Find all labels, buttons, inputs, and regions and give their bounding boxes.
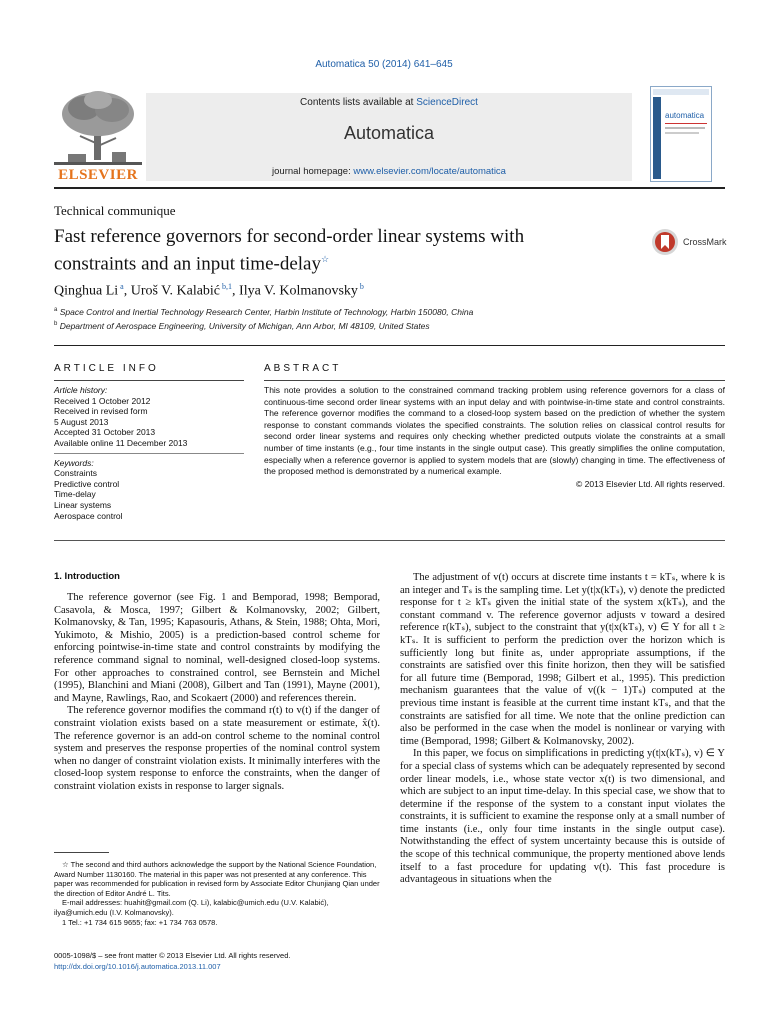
publisher-name: ELSEVIER: [58, 167, 138, 183]
title-line-2: constraints and an input time-delay☆: [54, 253, 330, 275]
article-info: [54, 363, 244, 521]
author-name: Uroš V. Kalabić: [130, 283, 221, 299]
keywords-label: Keywords:: [54, 457, 94, 468]
article-title: [54, 226, 624, 275]
abstract-heading: ABSTRACT: [264, 363, 342, 374]
abstract-text: This note provides a solution to the constrained command tracking problem using reference governors for a class of continuous-time second order linear systems with an input delay and with pointwise-in-time state and control constraints. The reference governor modifies the command to a closed-loop system based on the prediction of whether the system response to constant commands violates the specified constraints. The solution relies on classical control results for second order linear systems and requires only checking whether predicted outputs violate the constraints at a small number of time instants (e.g., four time instants in the single output case). This greatly simplifies the online computation, especially when a reference governor is applied to system models that are (slowly) changing in time. The effectiveness of the proposed method is demonstrated by a numerical example.: [264, 385, 725, 477]
info-rule: [54, 380, 244, 381]
affiliation: $^b$ Department of Aerospace Engineering, University of Michigan, Ann Arbor, MI 48109, United States: [54, 321, 430, 331]
crossmark-icon: [651, 228, 679, 256]
footnotes: [54, 860, 380, 927]
keywords: [54, 458, 244, 522]
author-affil-mark[interactable]: b,1: [222, 282, 233, 291]
crossmark-badge[interactable]: [651, 228, 731, 256]
history-item: Received 1 October 2012: [54, 395, 151, 406]
footnote-rule: [54, 852, 109, 853]
article-info-heading: ARTICLE INFO: [54, 363, 159, 374]
abstract: [264, 363, 725, 489]
body-paragraph: In this paper, we focus on simplifications in predicting y(t|x(kTₛ), v) ∈ Y for a special class of systems which can be adequately represented by second order linear models, i.e., whose state vector x(t) is two dimensional, and which are subject to an input time-delay. In this special case, we show that to determine if the response of the system to a constant input violates the constraints, it is sufficient to examine the response only at a small number of time instants (i.e., only four time instants in the single output case). Notwithstanding the effect of system uncertainty because this is outside of the scope of this technical communique, the property mentioned above lends itself to a fast procedure for updating v(t). This fast procedure is advantageous in situations when the: [400, 748, 725, 886]
crossmark-label: CrossMark: [683, 237, 727, 247]
bottom-reference: [54, 951, 291, 972]
homepage-link[interactable]: www.elsevier.com/locate/automatica: [353, 166, 506, 177]
history-item: 5 August 2013: [54, 416, 109, 427]
journal-title: Automatica: [343, 123, 435, 143]
history-item: Accepted 31 October 2013: [54, 427, 156, 438]
cover-title: automatica: [665, 111, 705, 120]
title-footnote-mark[interactable]: ☆: [320, 254, 330, 264]
author-name: Qinghua Li: [54, 283, 119, 299]
keyword: Predictive control: [54, 478, 120, 489]
body-paragraph: The adjustment of v(t) occurs at discrete time instants t = kTₛ, where k is an integer and Tₛ is the sampling time. Let y(t|x(kTₛ), v) denote the predicted response for t ≥ kTₛ given the initial state of the system x(kTₛ), and the constant command v. The reference governor adjusts v toward a desired reference r(kTₛ), subject to the constraint that y(t|x(kTₛ), v) ∈ Y for all t ≥ kTₛ. It is sufficient to perform the prediction over the horizon which is sufficiently long but finite as, under appropriate assumptions, if the constraints are satisfied over this finite horizon, then they will be satisfied for all future time (Bemporad, 1998; Gilbert et al., 1995). This prediction mechanism guarantees that the value of v((k − 1)Tₛ) computed at the previous time instant is feasible at the current time instant kTₛ, and that the constraints are satisfied for all time. We note that the online prediction can also be performed in the case when the model is nonlinear or varying with time (Bemporad, 1998; Gilbert & Kolmanovsky, 2002).: [400, 572, 725, 747]
body-paragraph: The reference governor (see Fig. 1 and Bemporad, 1998; Bemporad, Casavola, & Mosca, 1997; Gilbert & Kolmanovsky, 2002; Gilbert, Kolmanovsky, & Tan, 1995; Kapasouris, Athans, & Stein, 1988; Ohta, Mori, Yukimoto, & Mishio, 2005) is a prediction-based control scheme for enforcing pointwise-in-time state and control constraints by modifying the reference command signal to nominal, well-designed closed-loop systems. For other approaches to constrained control, see Bernstein and Michel (1995), Blanchini and Miani (2008), Gilbert and Tan (1991), Mayne (2001), and Mayne, Rawlings, Rao, and Scokaert (2000) and references therein.: [54, 592, 380, 704]
body-column-right: [400, 572, 725, 887]
elsevier-logo: [54, 88, 142, 184]
journal-banner: [146, 93, 632, 181]
info-separator: [54, 453, 244, 454]
author-affil-mark[interactable]: a: [120, 282, 124, 291]
section-rule: [54, 345, 725, 346]
copyright: © 2013 Elsevier Ltd. All rights reserved.: [576, 478, 725, 489]
keyword: Constraints: [54, 468, 97, 479]
sciencedirect-link[interactable]: ScienceDirect: [416, 97, 478, 108]
journal-reference[interactable]: Automatica 50 (2014) 641–645: [315, 59, 453, 70]
contents-prefix: Contents lists available at: [300, 97, 414, 108]
issn-line: 0005-1098/$ – see front matter © 2013 Elsevier Ltd. All rights reserved.: [54, 951, 291, 960]
section-heading: 1. Introduction: [54, 571, 120, 582]
doi-link[interactable]: http://dx.doi.org/10.1016/j.automatica.2013.11.007: [54, 961, 221, 971]
footnote-star: ☆ The second and third authors acknowledge the support by the National Science Foundation, Award Number 1130160. The material in this paper was not presented at any conference. This paper was recommended for publication in revised form by Associate Editor Chunjiang Qian under the direction of Editor André L. Tits.: [54, 860, 380, 898]
article-history: [54, 385, 244, 449]
author-name: Ilya V. Kolmanovsky: [239, 283, 358, 299]
header-rule: [54, 187, 725, 189]
journal-cover: [650, 86, 712, 182]
contents-line: [146, 97, 632, 108]
body-rule: [54, 540, 725, 541]
abstract-rule: [264, 380, 725, 381]
homepage-prefix: journal homepage:: [272, 166, 351, 177]
keyword: Linear systems: [54, 499, 112, 510]
author-list: Qinghua Li $^a$, Uroš V. Kalabić $^{b,1}$, Ilya V. Kolmanovsky $^b$: [54, 282, 364, 299]
history-item: Received in revised form: [54, 406, 148, 417]
affiliation: $^a$ Space Control and Inertial Technology Research Center, Harbin Institute of Technology, Harbin 150080, China: [54, 307, 474, 317]
footnote-emails[interactable]: E-mail addresses: huahit@gmail.com (Q. Li), kalabic@umich.edu (U.V. Kalabić), ilya@umich.edu (I.V. Kolmanovsky).: [54, 898, 329, 917]
body-paragraph: The reference governor modifies the command r(t) to v(t) if the danger of constraint violation exists based on a state measurement or estimate, x̂(t). The reference governor is an add-on control scheme to the nominal control system and preserves the response properties of the nominal control system when no danger of constraint violation exists. It minimally interferes with the closed-loop system response to enforce the constraints, when the danger of constraint violation exists in response to larger signals.: [54, 705, 380, 792]
history-label: Article history:: [54, 385, 108, 395]
keyword: Aerospace control: [54, 510, 123, 521]
author-affil-mark[interactable]: b: [359, 282, 364, 291]
title-line-1: Fast reference governors for second-order linear systems with: [54, 226, 525, 247]
article-type: Technical communique: [54, 203, 176, 218]
homepage-line: [146, 166, 632, 177]
history-item: Available online 11 December 2013: [54, 437, 188, 448]
keyword: Time-delay: [54, 489, 96, 500]
body-column-left: [54, 592, 380, 794]
elsevier-tree-icon: [54, 88, 142, 166]
footnote-tel: 1 Tel.: +1 734 615 9655; fax: +1 734 763 0578.: [62, 917, 218, 927]
